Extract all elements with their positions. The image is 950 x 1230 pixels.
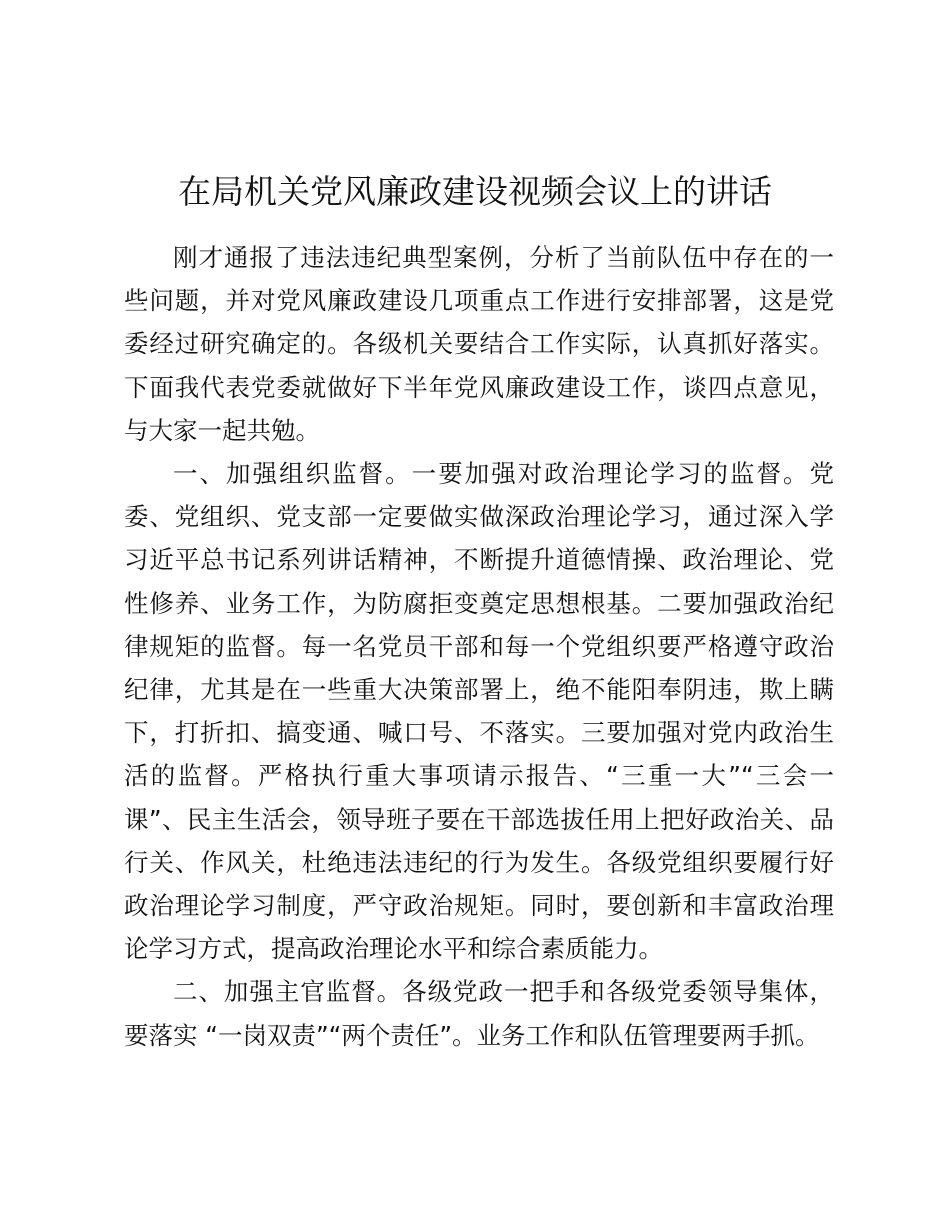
paragraph-organizational-supervision: 一、加强组织监督。一要加强对政治理论学习的监督。党委、党组织、党支部一定要做实做深政治理论学习，通过深入学习近平总书记系列讲话精神，不断提升道德情操、政治理论、党性修养、业务工作，为防腐拒变奠定思想根基。二要加强政治纪律规矩的监督。每一名党员干部和每一个党组织要严格遵守政治纪律，尤其是在一些重大决策部署上，绝不能阳奉阴违，欺上瞒下，打折扣、搞变通、喊口号、不落实。三要加强对党内政治生活的监督。严格执行重大事项请示报告、“三重一大”“三会一课”、民主生活会，领导班子要在干部选拔任用上把好政治关、品行关、作风关，杜绝违法违纪的行为发生。各级党组织要履行好政治理论学习制度，严守政治规矩。同时，要创新和丰富政治理论学习方式，提高政治理论水平和综合素质能力。 [124, 459, 834, 964]
paragraph-leader-supervision: 二、加强主官监督。各级党政一把手和各级党委领导集体，要落实 “一岗双责”“两个责任”。业务工作和队伍管理要两手抓。 [124, 977, 834, 1050]
paragraph-intro: 刚才通报了违法违纪典型案例，分析了当前队伍中存在的一些问题，并对党风廉政建设几项重点工作进行安排部署，这是党委经过研究确定的。各级机关要结合工作实际，认真抓好落实。下面我代表党委就做好下半年党风廉政建设工作，谈四点意见，与大家一起共勉。 [124, 243, 834, 445]
document-title: 在局机关党风廉政建设视频会议上的讲话 [178, 172, 772, 211]
document-body [124, 236, 834, 1057]
